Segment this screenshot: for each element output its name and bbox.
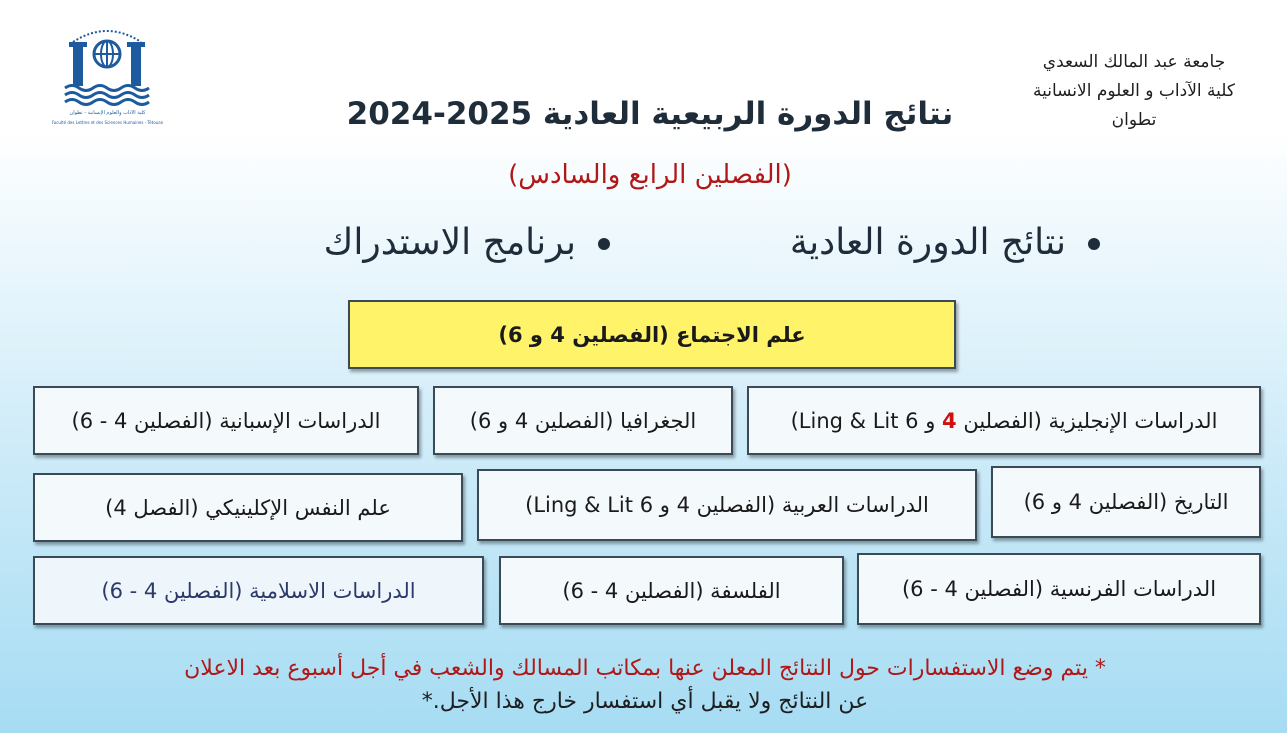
program-philosophy-label: الفلسفة (الفصلين 4 - 6) [562,578,781,603]
program-sociology-button[interactable] [348,300,956,369]
program-islamic-studies-button[interactable] [33,556,484,625]
faculty-logo-icon [55,22,160,134]
program-french-label: الدراسات الفرنسية (الفصلين 4 - 6) [901,577,1217,601]
program-arabic-label-part: الدراسات العربية (الفصلين 4 و 6 [633,493,929,517]
logo-caption-ar: كلية الآداب والعلوم الإنسانية - تطوان [69,110,146,116]
faculty-name: كلية الآداب و العلوم الانسانية [1032,81,1236,101]
institution-name [1009,48,1259,135]
program-sociology-label: علم الاجتماع (الفصلين 4 و 6) [498,322,806,347]
program-arabic-label [525,493,929,517]
bullet-makeup-program[interactable] [324,222,610,263]
program-history-button[interactable] [991,466,1261,538]
program-clinical-psychology-label: علم النفس الإكلينيكي (الفصل 4) [105,495,391,520]
program-english-label-part: و 6 [898,408,943,433]
program-islamic-studies-label: الدراسات الاسلامية (الفصلين 4 - 6) [101,578,416,603]
program-arabic-label-latin: Ling & Lit [533,493,633,517]
program-spanish-label: الدراسات الإسبانية (الفصلين 4 - 6) [71,408,381,433]
inquiry-note [40,652,1250,718]
program-arabic-label-part: ) [525,493,534,517]
program-spanish-button[interactable] [33,386,419,455]
program-geography-label: الجغرافيا (الفصلين 4 و 6) [469,408,697,433]
logo-caption-fr: Faculté des Lettres et des Sciences Humaines - Tétouan [51,120,164,125]
program-english-label-part: ) [790,408,799,433]
program-english-label [791,409,1218,433]
faculty-logo [51,22,164,134]
university-name: جامعة عبد المالك السعدي [1042,52,1226,72]
program-english-label-latin: Ling & Lit [798,408,899,433]
bullet-dot-icon [1088,238,1100,250]
program-arabic-button[interactable] [477,469,977,541]
program-french-button[interactable] [857,553,1261,625]
inquiry-note-line1: * يتم وضع الاستفسارات حول النتائج المعلن عنها بمكاتب المسالك والشعب في أجل أسبوع بعد الاعلان [184,656,1106,681]
program-english-label-part: الدراسات الإنجليزية (الفصلين [956,408,1218,433]
bullet-regular-results[interactable] [790,222,1100,263]
city-name: تطوان [1111,110,1157,130]
bullet-regular-results-label: نتائج الدورة العادية [789,222,1066,263]
program-philosophy-button[interactable] [499,556,844,625]
program-history-label: التاريخ (الفصلين 4 و 6) [1023,490,1229,514]
page-subtitle: (الفصلين الرابع والسادس) [508,160,792,190]
bullet-makeup-program-label: برنامج الاستدراك [323,222,576,263]
program-english-highlight: 4 [942,408,957,433]
inquiry-note-line2: عن النتائج ولا يقبل أي استفسار خارج هذا الأجل.* [421,689,869,714]
bullet-dot-icon [598,238,610,250]
section-bullets [270,222,1130,282]
program-clinical-psychology-button[interactable] [33,473,463,542]
program-english-button[interactable] [747,386,1261,455]
page-title: نتائج الدورة الربيعية العادية 2025-2024 [346,96,954,132]
program-geography-button[interactable] [433,386,733,455]
